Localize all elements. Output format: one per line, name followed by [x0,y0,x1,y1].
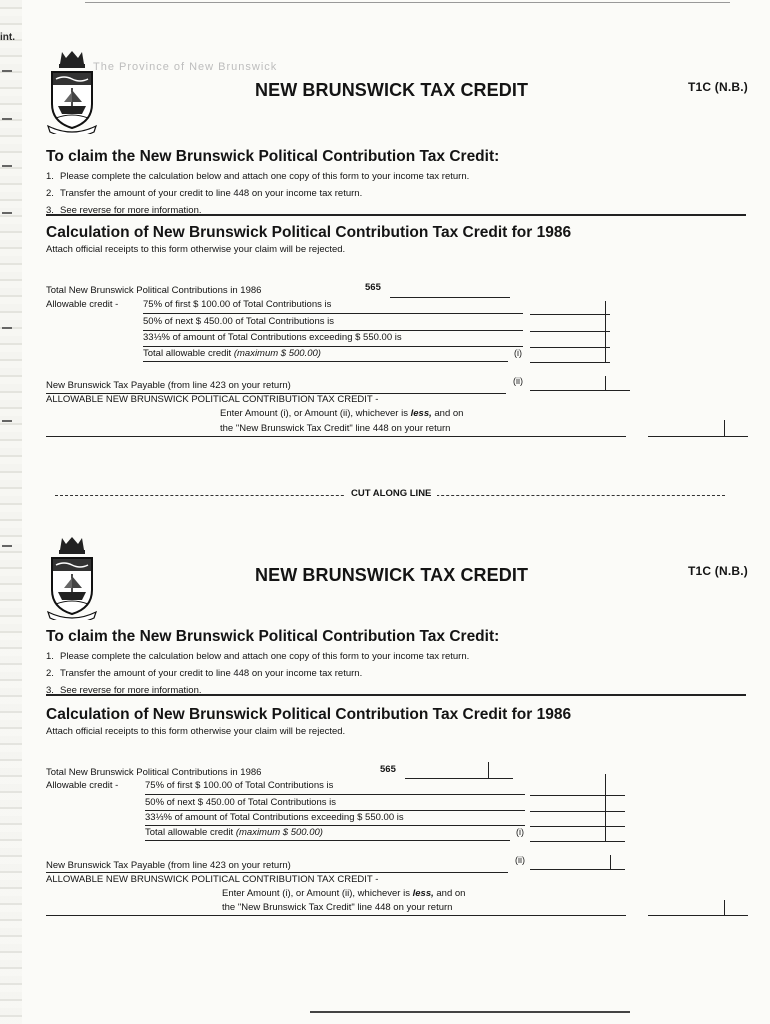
edge-text: int. [0,32,15,43]
form-title: NEW BRUNSWICK TAX CREDIT [255,80,529,100]
cut-line-label: CUT ALONG LINE [345,488,437,499]
mark-ii: (ii) [515,855,525,865]
row-rule [46,436,626,437]
form-code: T1C (N.B.) [688,564,748,578]
allowable-nb-credit-label: ALLOWABLE NEW BRUNSWICK POLITICAL CONTRIBUTION TAX CREDIT - [46,874,379,885]
instruction-steps [46,648,469,699]
total-contributions-field[interactable] [390,297,510,298]
form-code: T1C (N.B.) [688,80,748,94]
total-contributions-field[interactable] [405,778,513,779]
mark-i: (i) [516,827,524,837]
allowable-item-50: 50% of next $ 450.00 of Total Contributions is [143,316,335,327]
instruction-step: 1. Please complete the calculation below and attach one copy of this form to your income tax return. [46,171,470,182]
row-rule [46,872,508,873]
row-rule [143,313,523,314]
row-rule [143,361,508,362]
attach-note: Attach official receipts to this form otherwise your claim will be rejected. [46,726,346,737]
tax-credit-form-bottom [0,508,770,958]
provincial-crest-icon [44,534,100,620]
instruction-step: 1. Please complete the calculation below and attach one copy of this form to your income tax return. [46,651,470,662]
top-rule [85,2,730,3]
column-rule [724,420,725,437]
row-rule [46,915,626,916]
column-rule [610,855,611,870]
cut-along-line [55,488,725,502]
row-rule [145,825,525,826]
enter-amount-instruction: Enter Amount (i), or Amount (ii), whichever is less, and on [220,408,464,419]
credit-75-field[interactable] [530,314,610,315]
attach-note: Attach official receipts to this form otherwise your claim will be rejected. [46,244,346,255]
allowable-item-50: 50% of next $ 450.00 of Total Contributions is [145,797,337,808]
column-rule [605,301,606,363]
total-allowable-label: Total allowable credit (maximum $ 500.00) [143,348,321,359]
line-448-instruction: the "New Brunswick Tax Credit" line 448 on your return [222,902,453,913]
tax-payable-label: New Brunswick Tax Payable (from line 423 on your return) [46,380,291,391]
column-rule [488,762,489,779]
instruction-step: 2. Transfer the amount of your credit to line 448 on your income tax return. [46,668,363,679]
row-rule [143,330,523,331]
tax-payable-label: New Brunswick Tax Payable (from line 423 on your return) [46,860,291,871]
credit-33-field[interactable] [530,347,610,348]
line-448-instruction: the "New Brunswick Tax Credit" line 448 on your return [220,423,451,434]
credit-75-field[interactable] [530,795,625,796]
line-code-565: 565 [365,282,381,293]
mark-i: (i) [514,348,522,358]
final-credit-field[interactable] [648,436,748,437]
provincial-crest-icon [44,48,100,134]
mark-ii: (ii) [513,376,523,386]
column-rule [605,774,606,842]
row-rule [145,810,525,811]
credit-33-field[interactable] [530,826,625,827]
allowable-nb-credit-label: ALLOWABLE NEW BRUNSWICK POLITICAL CONTRIBUTION TAX CREDIT - [46,394,379,405]
total-allowable-max: (maximum $ 500.00) [235,827,323,838]
instruction-step: 2. Transfer the amount of your credit to line 448 on your income tax return. [46,188,363,199]
total-contributions-label: Total New Brunswick Political Contributions in 1986 [46,767,262,778]
total-allowable-max: (maximum $ 500.00) [233,348,321,359]
allowable-credit-label: Allowable credit - [46,780,119,791]
faint-heading: The Province of New Brunswick [93,61,278,73]
allowable-item-33: 33⅓% of amount of Total Contributions exceeding $ 550.00 is [145,812,404,823]
section-divider [46,694,746,696]
line-code-565: 565 [380,764,396,775]
calculation-title: Calculation of New Brunswick Political Contribution Tax Credit for 1986 [46,224,572,241]
column-rule [605,376,606,391]
section-divider [46,214,746,216]
final-credit-field[interactable] [648,915,748,916]
row-rule [145,840,510,841]
total-allowable-label: Total allowable credit (maximum $ 500.00) [145,827,323,838]
tax-credit-form-top [0,18,770,468]
allowable-item-33: 33⅓% of amount of Total Contributions exceeding $ 550.00 is [143,332,402,343]
claim-title: To claim the New Brunswick Political Contribution Tax Credit: [46,628,500,645]
credit-50-field[interactable] [530,331,610,332]
form-title: NEW BRUNSWICK TAX CREDIT [255,565,529,585]
enter-amount-instruction: Enter Amount (i), or Amount (ii), whichever is less, and on [222,888,466,899]
instruction-step: 3. See reverse for more information. [46,205,202,216]
row-rule [145,794,525,795]
bottom-rule [310,1011,630,1013]
allowable-credit-label: Allowable credit - [46,299,119,310]
instruction-step: 3. See reverse for more information. [46,685,202,696]
allowable-item-75: 75% of first $ 100.00 of Total Contributions is [145,780,334,791]
column-rule [724,900,725,916]
calculation-title: Calculation of New Brunswick Political Contribution Tax Credit for 1986 [46,706,572,723]
row-rule [143,346,523,347]
instruction-steps [46,168,469,219]
total-allowable-field[interactable] [530,841,625,842]
total-allowable-field[interactable] [530,362,610,363]
allowable-item-75: 75% of first $ 100.00 of Total Contributions is [143,299,332,310]
tax-payable-field[interactable] [530,390,630,391]
credit-50-field[interactable] [530,811,625,812]
claim-title: To claim the New Brunswick Political Contribution Tax Credit: [46,148,500,165]
total-contributions-label: Total New Brunswick Political Contributions in 1986 [46,285,262,296]
